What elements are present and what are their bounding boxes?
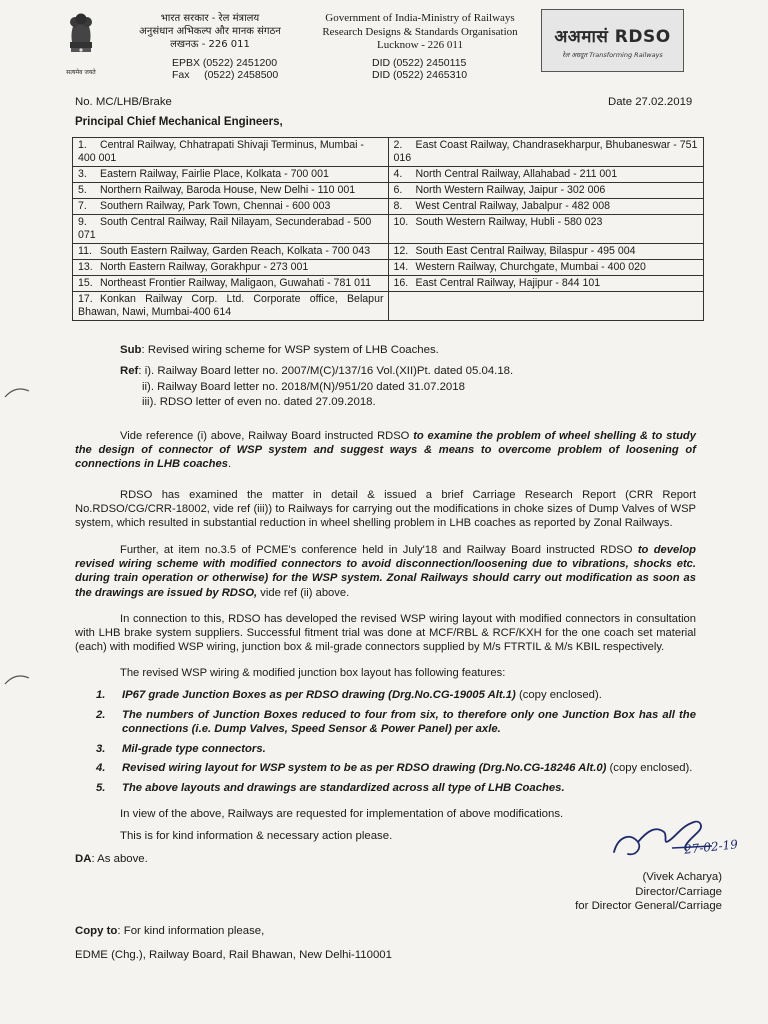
table-row — [73, 260, 704, 276]
table-row — [73, 276, 704, 292]
reference-item: iii). RDSO letter of even no. dated 27.09.2018. — [142, 396, 376, 408]
subject-line — [120, 343, 439, 357]
national-emblem-icon — [64, 10, 98, 66]
epbx-number: EPBX (0522) 2451200 — [172, 57, 278, 69]
list-item: 1. IP67 grade Junction Boxes as per RDSO drawing (Drg.No.CG-19005 Alt.1) (copy enclosed). — [96, 689, 602, 701]
table-cell: 14. Western Railway, Churchgate, Mumbai - 400 020 — [388, 260, 704, 276]
table-cell: 11. South Eastern Railway, Garden Reach, Kolkata - 700 043 — [73, 244, 389, 260]
table-cell: 3. Eastern Railway, Fairlie Place, Kolkata - 700 001 — [73, 167, 389, 183]
table-cell: 12. South East Central Railway, Bilaspur - 495 004 — [388, 244, 704, 260]
english-header-block — [310, 12, 530, 53]
did-number-2: DID (0522) 2465310 — [372, 69, 468, 81]
table-cell: 4. North Central Railway, Allahabad - 211 001 — [388, 167, 704, 183]
addressee: Principal Chief Mechanical Engineers, — [75, 116, 283, 128]
table-cell: 16. East Central Railway, Hajipur - 844 101 — [388, 276, 704, 292]
features-list — [96, 688, 696, 795]
signatory-name: (Vivek Acharya) — [642, 871, 722, 883]
margin-mark — [4, 385, 30, 399]
english-line-2: Research Designs & Standards Organisation — [322, 25, 518, 38]
hindi-line-3: लखनऊ - 226 011 — [170, 39, 250, 50]
list-item: 4. Revised wiring layout for WSP system to be as per RDSO drawing (Drg.No.CG-18246 Alt.0) (copy enclosed). — [96, 762, 693, 774]
english-line-3: Lucknow - 226 011 — [376, 39, 464, 51]
fax-number: Fax (0522) 2458500 — [172, 69, 279, 81]
paragraph-5: The revised WSP wiring & modified junction box layout has following features: — [120, 667, 506, 679]
rdso-logo-text: अअमासं RDSO — [554, 27, 671, 47]
emblem-caption: सत्यमेव जयते — [66, 69, 96, 76]
table-cell: 13. North Eastern Railway, Gorakhpur - 273 001 — [73, 260, 389, 276]
copy-to-line: Copy to: For kind information please, — [75, 925, 265, 937]
copy-to-recipient: EDME (Chg.), Railway Board, Rail Bhawan, New Delhi-110001 — [75, 949, 392, 961]
paragraph-2: RDSO has examined the matter in detail & issued a brief Carriage Research Report (CRR Report No.RDSO/CG/CRR-18002, vide ref (iii)) to Railways for carrying out the modifications in choke sizes of Dump Valves of WSP system, which resulted in substantial reduction in wheel shelling problem in LHB coaches as reported by Zonal Railways. — [75, 489, 696, 530]
table-cell: 17. Konkan Railway Corp. Ltd. Corporate office, Belapur Bhawan, Nawi, Mumbai-400 614 — [73, 292, 389, 321]
english-line-1: Government of India-Ministry of Railways — [325, 12, 515, 24]
paragraph-3: Further, at item no.3.5 of PCME's conference held in July'18 and Railway Board instructed RDSO to develop revised wiring scheme with modified connectors to avoid disconnection/loosening due to vibrations, shocks etc. during train operation or otherwise) for the WSP system. Zonal Railways should carry out modification as soon as the drawings are issued by RDSO, vide ref (ii) above. — [75, 544, 696, 599]
table-cell: 5. Northern Railway, Baroda House, New Delhi - 110 001 — [73, 183, 389, 199]
reference-item: ii). Railway Board letter no. 2018/M(N)/951/20 dated 31.07.2018 — [142, 380, 465, 393]
signatory-block — [560, 870, 722, 914]
letter-date: Date 27.02.2019 — [608, 96, 693, 108]
table-cell: 8. West Central Railway, Jabalpur - 482 008 — [388, 199, 704, 215]
did-number-1: DID (0522) 2450115 — [372, 57, 467, 69]
letterhead — [0, 0, 768, 88]
closing-line-2: This is for kind information & necessary action please. — [120, 830, 393, 842]
table-row — [73, 138, 704, 167]
margin-mark — [4, 672, 30, 686]
railways-table-wrap — [72, 137, 704, 321]
rdso-logo — [541, 9, 684, 72]
hindi-header-block — [100, 12, 320, 51]
signature-date: 27-02-19 — [683, 837, 739, 857]
hindi-line-2: अनुसंधान अभिकल्प और मानक संगठन — [139, 26, 281, 37]
subject-label: Sub — [120, 344, 142, 356]
table-row — [73, 167, 704, 183]
references-block — [120, 364, 513, 411]
list-item: 3. Mil-grade type connectors. — [96, 742, 266, 755]
table-cell: 10. South Western Railway, Hubli - 580 023 — [388, 215, 704, 244]
reference-number: No. MC/LHB/Brake — [75, 96, 172, 108]
list-item: 2. The numbers of Junction Boxes reduced to four from six, to therefore only one Junction Box has all the connections (i.e. Dump Valves, Speed Sensor & Power Panel) per axle. — [96, 708, 696, 735]
table-cell: 7. Southern Railway, Park Town, Chennai - 600 003 — [73, 199, 389, 215]
da-line: DA: As above. — [75, 853, 148, 865]
table-cell: 6. North Western Railway, Jaipur - 302 006 — [388, 183, 704, 199]
table-row — [73, 199, 704, 215]
railways-table — [72, 137, 704, 321]
table-cell: 9. South Central Railway, Rail Nilayam, Secunderabad - 500 071 — [73, 215, 389, 244]
signatory-title: Director/Carriage — [635, 885, 722, 898]
table-cell: 1. Central Railway, Chhatrapati Shivaji Terminus, Mumbai - 400 001 — [73, 138, 389, 167]
table-cell — [388, 292, 704, 321]
table-cell: 2. East Coast Railway, Chandrasekharpur, Bhubaneswar - 751 016 — [388, 138, 704, 167]
closing-line-1: In view of the above, Railways are requested for implementation of above modifications. — [120, 808, 564, 820]
signatory-for: for Director General/Carriage — [575, 900, 722, 912]
subject-text: : Revised wiring scheme for WSP system of LHB Coaches. — [141, 344, 439, 356]
rdso-logo-tagline: रेल अग्रदूत Transforming Railways — [562, 51, 663, 59]
paragraph-4: In connection to this, RDSO has developed the revised WSP wiring layout with modified connectors in consultation with LHB brake system suppliers. Successful fitment trial was done at MCF/RBL & RCF/KXH for the one coach set material (each) with modified WSP wiring, junction box & mil-grade connectors supplied by M/s FTRTIL & M/s KBIL respectively. — [75, 613, 696, 654]
list-item: 5. The above layouts and drawings are standardized across all type of LHB Coaches. — [96, 781, 565, 794]
table-cell: 15. Northeast Frontier Railway, Maligaon, Guwahati - 781 011 — [73, 276, 389, 292]
paragraph-1: Vide reference (i) above, Railway Board instructed RDSO to examine the problem of wheel shelling & to study the design of connector of WSP system and suggest ways & means to overcome problem of loosening of connections in LHB coaches. — [75, 430, 696, 471]
table-row — [73, 183, 704, 199]
table-row — [73, 215, 704, 244]
table-row — [73, 292, 704, 321]
hindi-line-1: भारत सरकार - रेल मंत्रालय — [160, 13, 260, 24]
reference-item: Ref: i). Railway Board letter no. 2007/M(C)/137/16 Vol.(XII)Pt. dated 05.04.18. — [120, 365, 514, 377]
table-row — [73, 244, 704, 260]
